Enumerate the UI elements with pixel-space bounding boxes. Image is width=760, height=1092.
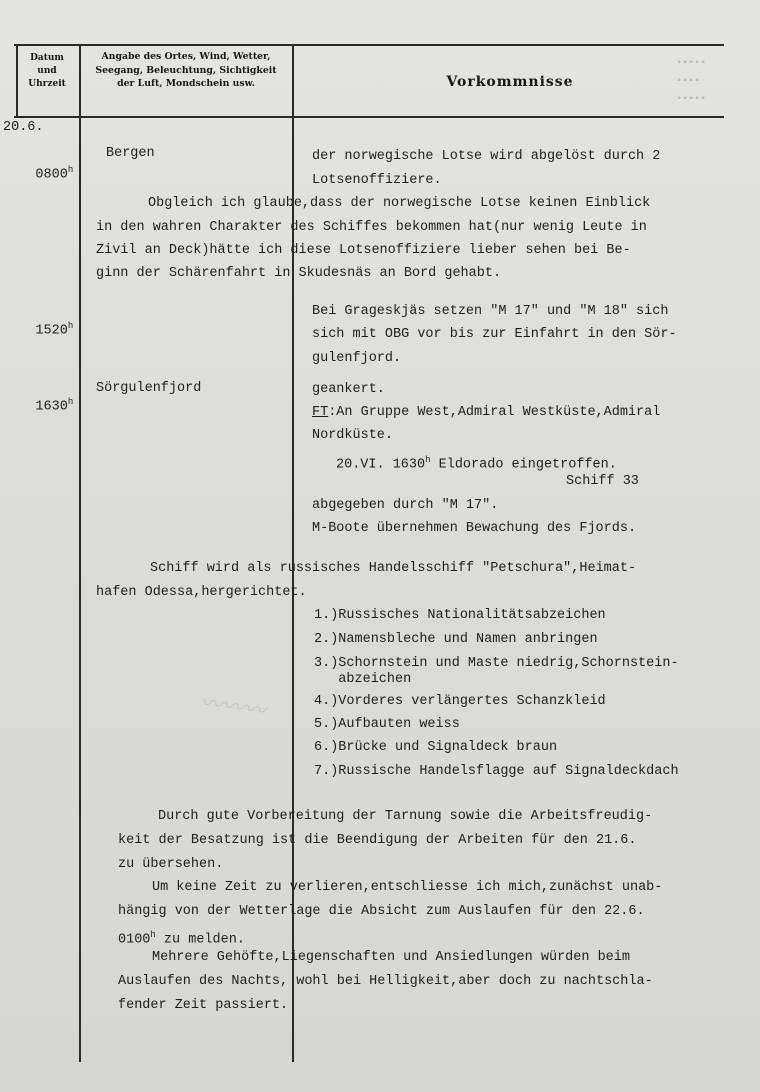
list-item: 6.)Brücke und Signaldeck braun xyxy=(314,740,558,755)
list-item: 5.)Aufbauten weiss xyxy=(314,717,460,732)
bleed-through-mark: ▪▪▪▪ xyxy=(676,76,701,87)
entry-line: Lotsenoffiziere. xyxy=(312,173,442,188)
entry-line: Obgleich ich glaube,dass der norwegische Lotse keinen Einblick xyxy=(148,196,651,211)
entry-line: Zivil an Deck)hätte ich diese Lotsenoffiziere lieber sehen bei Be- xyxy=(96,243,631,258)
entry-line: 0100$^h$ zu melden. xyxy=(118,930,245,948)
entry-line: ginn der Schärenfahrt in Skudesnäs an Bord gehabt. xyxy=(96,266,502,281)
entry-line: der norwegische Lotse wird abgelöst durch 2 xyxy=(312,149,661,164)
list-item: abzeichen xyxy=(314,672,412,687)
entry-line: Bei Grageskjäs setzen "M 17" und "M 18" sich xyxy=(312,304,669,319)
time-entry-3: 1630$^h$ xyxy=(35,397,74,415)
date-entry: 20.6. xyxy=(3,120,44,135)
entry-line: Durch gute Vorbereitung der Tarnung sowie die Arbeitsfreudig- xyxy=(158,809,653,824)
entry-line: Um keine Zeit zu verlieren,entschliesse ich mich,zunächst unab- xyxy=(152,880,663,895)
time-entry-2: 1520$^h$ xyxy=(35,321,74,339)
entry-line: hängig von der Wetterlage die Absicht zum Auslaufen für den 22.6. xyxy=(118,904,645,919)
header-date-time: Datum und Uhrzeit xyxy=(28,53,66,89)
entry-line: geankert. xyxy=(312,382,385,397)
entry-line: keit der Besatzung ist die Beendigung der Arbeiten für den 21.6. xyxy=(118,833,637,848)
list-item: 3.)Schornstein und Maste niedrig,Schornstein- xyxy=(314,656,679,671)
faded-signature-mark: 〰〰〰 xyxy=(198,690,268,725)
entry-line: Auslaufen des Nachts, wohl bei Helligkeit,aber doch zu nachtschla- xyxy=(118,974,653,989)
entry-line: abgegeben durch "M 17". xyxy=(312,498,499,513)
header-location-weather: Angabe des Ortes, Wind, Wetter, Seegang, Beleuchtung, Sichtigkeit der Luft, Mondschein usw. xyxy=(95,51,277,89)
header-bottom-rule xyxy=(14,116,724,118)
entry-line: 20.VI. 1630$^h$ Eldorado eingetroffen. xyxy=(336,455,617,473)
list-item: 4.)Vorderes verlängertes Schanzkleid xyxy=(314,694,606,709)
entry-line: fender Zeit passiert. xyxy=(118,998,289,1013)
entry-line: Schiff wird als russisches Handelsschiff "Petschura",Heimat- xyxy=(150,561,637,576)
entry-line: Schiff 33 xyxy=(566,474,639,489)
entry-line: in den wahren Charakter des Schiffes bekommen hat(nur wenig Leute in xyxy=(96,220,647,235)
place-soergulenfjord: Sörgulenfjord xyxy=(96,381,202,396)
place-bergen: Bergen xyxy=(106,146,155,161)
time-entry-1: 0800$^h$ xyxy=(35,165,74,183)
entry-line: gulenfjord. xyxy=(312,351,402,366)
entry-line: sich mit OBG vor bis zur Einfahrt in den Sör- xyxy=(312,327,677,342)
column-rule-1 xyxy=(79,44,81,1062)
bleed-through-mark: ▪▪▪▪▪ xyxy=(676,94,707,105)
list-item: 7.)Russische Handelsflagge auf Signaldeckdach xyxy=(314,764,679,779)
header-events: Vorkommnisse xyxy=(446,74,574,90)
entry-line: Mehrere Gehöfte,Liegenschaften und Ansiedlungen würden beim xyxy=(152,950,630,965)
entry-line: M-Boote übernehmen Bewachung des Fjords. xyxy=(312,521,637,536)
entry-line: zu übersehen. xyxy=(118,857,224,872)
header-top-rule xyxy=(14,44,724,46)
list-item: 1.)Russisches Nationalitätsabzeichen xyxy=(314,608,606,623)
entry-line: Nordküste. xyxy=(312,428,394,443)
entry-line: hafen Odessa,hergerichtet. xyxy=(96,585,307,600)
bleed-through-mark: ▪▪▪▪▪ xyxy=(676,58,707,69)
entry-line: FT:An Gruppe West,Admiral Westküste,Admiral xyxy=(312,405,661,420)
list-item: 2.)Namensbleche und Namen anbringen xyxy=(314,632,598,647)
